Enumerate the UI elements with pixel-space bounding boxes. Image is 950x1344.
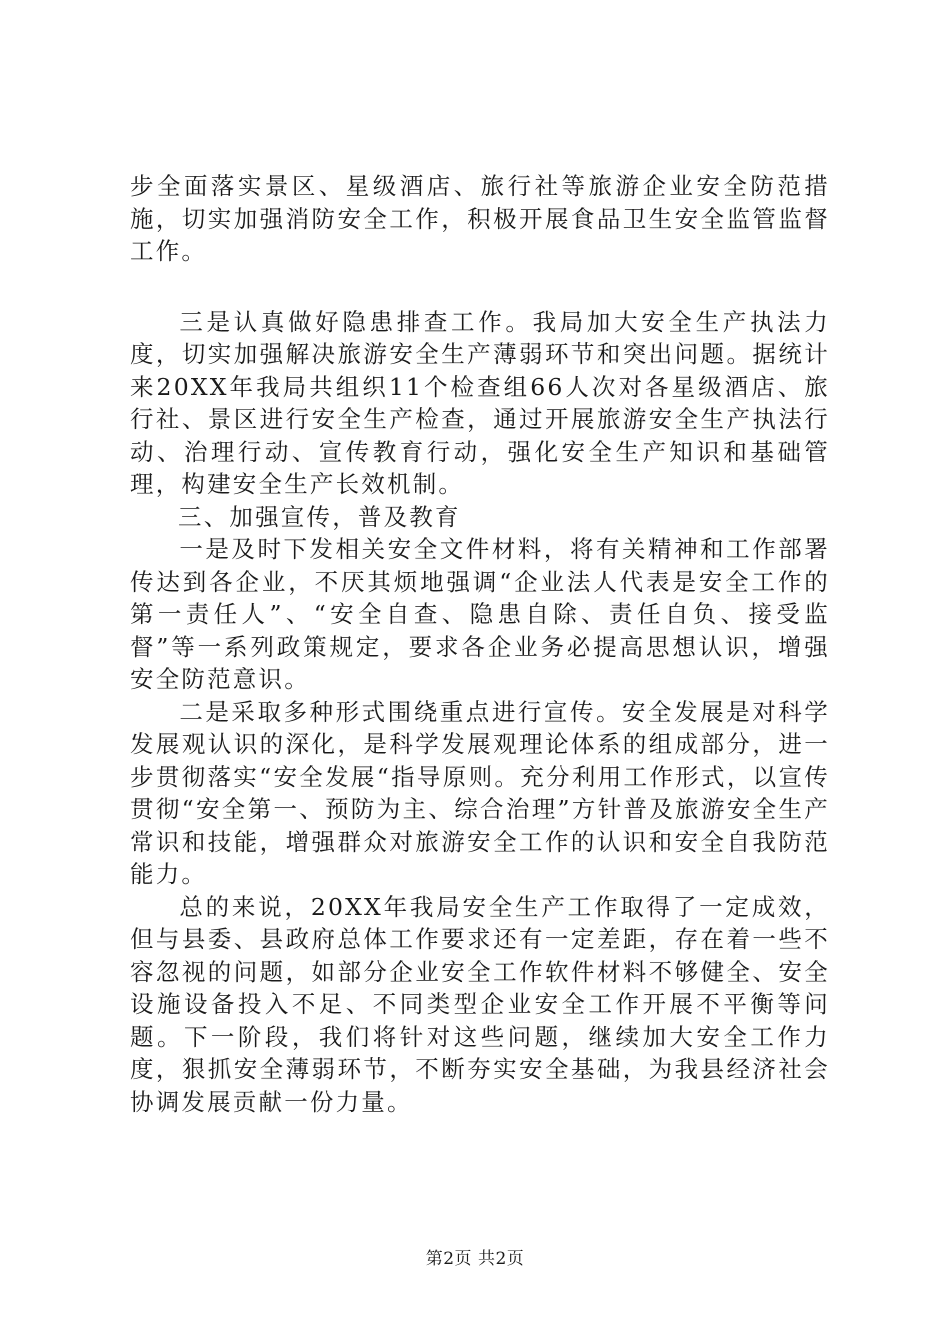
page-number-footer: 第2页 共2页 [425,1249,525,1269]
paragraph-documents: 一是及时下发相关安全文件材料，将有关精神和工作部署传达到各企业，不厌其烦地强调“企业法人代表是安全工作的第一责任人”、“安全自查、隐患自除、责任自负、接受监督”等一系列政策规定，要求各企业务必提高思想认识，增强安全防范意识。 [130,535,830,693]
section-heading-publicity: 三、加强宣传，普及教育 [178,502,461,531]
paragraph-summary: 总的来说，20XX年我局安全生产工作取得了一定成效，但与县委、县政府总体工作要求还有一定差距，存在着一些不容忽视的问题，如部分企业安全工作软件材料不够健全、安全设施设备投入不足、不同类型企业安全工作开展不平衡等问题。下一阶段，我们将针对这些问题，继续加大安全工作力度，狠抓安全薄弱环节，不断夯实安全基础，为我县经济社会协调发展贡献一份力量。 [130,892,830,1116]
paragraph-continuation: 步全面落实景区、星级酒店、旅行社等旅游企业安全防范措施，切实加强消防安全工作，积极开展食品卫生安全监管监督工作。 [130,172,830,265]
paragraph-hazard-inspection: 三是认真做好隐患排查工作。我局加大安全生产执法力度，切实加强解决旅游安全生产薄弱环节和突出问题。据统计来20XX年我局共组织11个检查组66人次对各星级酒店、旅行社、景区进行安全生产检查，通过开展旅游安全生产执法行动、治理行动、宣传教育行动，强化安全生产知识和基础管理，构建安全生产长效机制。 [130,307,830,498]
paragraph-publicity-forms: 二是采取多种形式围绕重点进行宣传。安全发展是对科学发展观认识的深化，是科学发展观理论体系的组成部分，进一步贯彻落实“安全发展“指导原则。充分利用工作形式，以宣传贯彻“安全第一、预防为主、综合治理”方针普及旅游安全生产常识和技能，增强群众对旅游安全工作的认识和安全自我防范能力。 [130,697,830,888]
document-body [130,170,830,1118]
